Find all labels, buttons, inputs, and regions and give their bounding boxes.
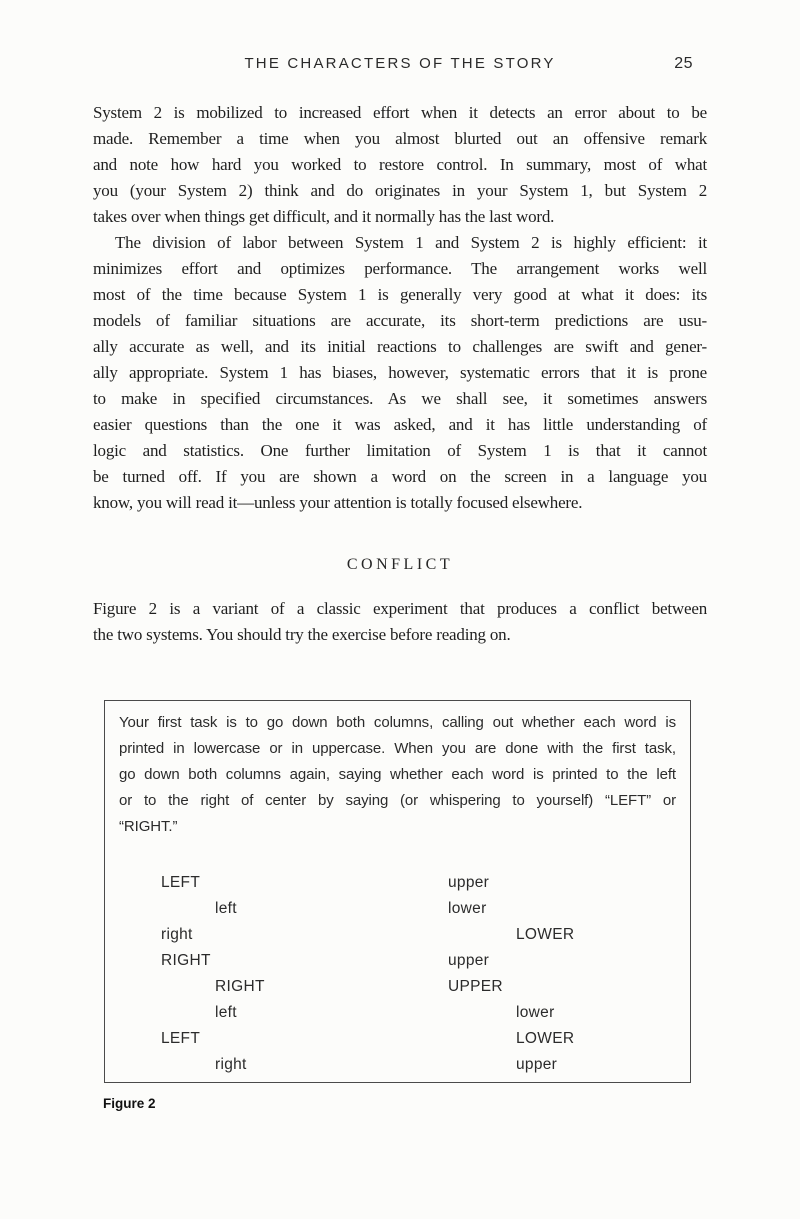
text-line: printed in lowercase or in uppercase. When you are done with the first task, [119,740,676,757]
stimulus-word-right-column: upper [448,952,490,969]
paragraph [93,230,707,516]
stimulus-word-left-column: LEFT [161,874,201,891]
word-row [105,896,690,922]
text-line: the two systems. You should try the exercise before reading on. [93,625,511,644]
stimulus-word-right-column: lower [516,1004,555,1021]
figure-box [104,700,691,1083]
word-row [105,1000,690,1026]
figure-caption: Figure 2 [103,1096,156,1111]
stimulus-word-right-column: upper [516,1056,558,1073]
page-number: 25 [674,55,693,72]
stimulus-word-left-column: LEFT [161,1030,201,1047]
word-row [105,1026,690,1052]
paragraph [93,596,707,648]
word-row [105,948,690,974]
stimulus-word-right-column: LOWER [516,1030,575,1047]
stimulus-word-right-column: LOWER [516,926,575,943]
text-line: made. Remember a time when you almost blurted out an offensive remark [93,129,707,148]
stimulus-word-left-column: left [215,1004,237,1021]
word-row [105,1052,690,1078]
text-line: logic and statistics. One further limitation of System 1 is that it cannot [93,441,707,460]
stimulus-word-right-column: UPPER [448,978,503,995]
text-line: know, you will read it—unless your attention is totally focused elsewhere. [93,493,583,512]
text-line: “RIGHT.” [119,818,178,835]
text-line: go down both columns again, saying whether each word is printed to the left [119,766,676,783]
stimulus-word-right-column: upper [448,874,490,891]
page-title: THE CHARACTERS OF THE STORY [244,55,556,72]
stimulus-word-left-column: right [215,1056,247,1073]
text-line: ally appropriate. System 1 has biases, however, systematic errors that it is prone [93,363,707,382]
text-line: easier questions than the one it was asked, and it has little understanding of [93,415,707,434]
text-line: you (your System 2) think and do originates in your System 1, but System 2 [93,181,707,200]
stimulus-word-left-column: right [161,926,193,943]
section-heading: CONFLICT [346,556,454,573]
text-line: takes over when things get difficult, and it normally has the last word. [93,207,555,226]
text-line: most of the time because System 1 is generally very good at what it does: its [93,285,707,304]
text-line: Your first task is to go down both columns, calling out whether each word is [119,714,676,731]
text-line: to make in specified circumstances. As we shall see, it sometimes answers [93,389,707,408]
stimulus-word-left-column: left [215,900,237,917]
text-line: The division of labor between System 1 and System 2 is highly efficient: it [115,233,707,252]
running-head [93,55,707,77]
word-row [105,974,690,1000]
text-line: or to the right of center by saying (or whispering to yourself) “LEFT” or [119,792,676,809]
word-row [105,922,690,948]
text-line: models of familiar situations are accurate, its short-term predictions are usu- [93,311,707,330]
text-line: Figure 2 is a variant of a classic experiment that produces a conflict between [93,599,707,618]
stimulus-word-right-column: lower [448,900,487,917]
figure-word-grid [105,870,690,1078]
word-row [105,870,690,896]
text-line: be turned off. If you are shown a word on the screen in a language you [93,467,707,486]
stimulus-word-left-column: RIGHT [161,952,211,969]
text-line: System 2 is mobilized to increased effort when it detects an error about to be [93,103,707,122]
paragraph [93,100,707,230]
figure-instructions [105,701,690,840]
stimulus-word-left-column: RIGHT [215,978,265,995]
text-line: minimizes effort and optimizes performance. The arrangement works well [93,259,707,278]
text-line: and note how hard you worked to restore control. In summary, most of what [93,155,707,174]
text-line: ally accurate as well, and its initial reactions to challenges are swift and gener- [93,337,707,356]
